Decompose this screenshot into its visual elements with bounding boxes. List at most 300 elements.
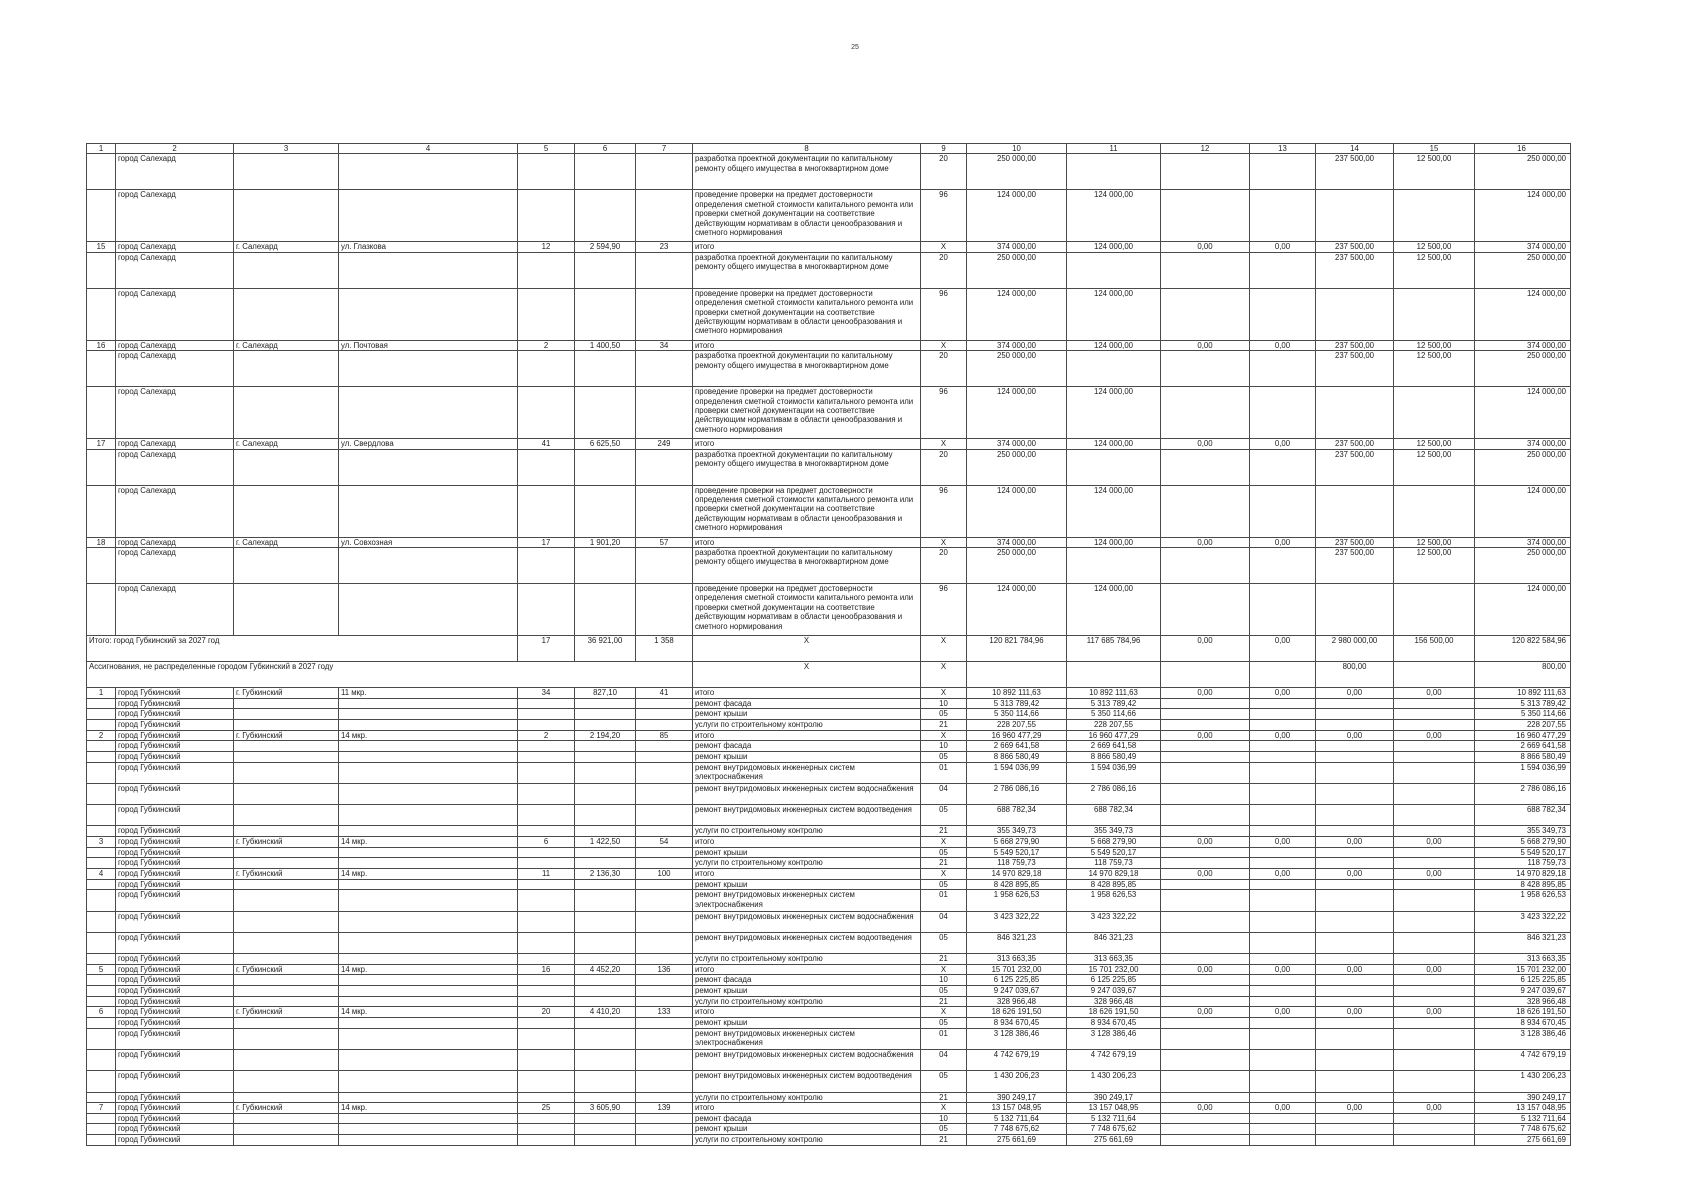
- municipality-cell: город Губкинский: [116, 688, 234, 699]
- area-cell: 2 194,20: [575, 730, 636, 741]
- col-10-cell: 2 786 086,16: [967, 783, 1067, 804]
- work-type-cell: ремонт внутридомовых инженерных систем водоснабжения: [693, 1049, 921, 1070]
- col-13-cell: [1250, 1071, 1316, 1092]
- col-15-cell: [1394, 1049, 1475, 1070]
- col-15-cell: [1394, 879, 1475, 890]
- area-cell: [575, 826, 636, 837]
- work-code-cell: 05: [921, 1071, 967, 1092]
- col-15-cell: [1394, 847, 1475, 858]
- area-cell: [575, 698, 636, 709]
- col-13-cell: [1250, 584, 1316, 636]
- col-7-cell: [636, 1028, 693, 1049]
- work-code-cell: Х: [921, 688, 967, 699]
- work-type-cell: итого: [693, 242, 921, 252]
- work-type-cell: проведение проверки на предмет достоверности определения сметной стоимости капитального ремонта или проверки сметной документации на соответствие действующим нормативам в области ценообразования и сметного нормирования: [693, 387, 921, 439]
- work-type-cell: разработка проектной документации по капитальному ремонту общего имущества в многоквартирном доме: [693, 351, 921, 387]
- col-13-cell: [1250, 351, 1316, 387]
- col-7-cell: [636, 719, 693, 730]
- settlement-cell: [234, 911, 339, 932]
- municipality-cell: город Салехард: [116, 252, 234, 288]
- col-11-cell: 124 000,00: [1067, 242, 1161, 252]
- municipality-cell: город Губкинский: [116, 751, 234, 762]
- work-code-cell: Х: [921, 868, 967, 879]
- work-row: [87, 1071, 1571, 1092]
- col-14-cell: [1316, 741, 1394, 752]
- work-row: [87, 826, 1571, 837]
- house-number-cell: [518, 190, 575, 242]
- col-10-cell: 250 000,00: [967, 548, 1067, 584]
- work-row: [87, 783, 1571, 804]
- col-11-cell: 124 000,00: [1067, 584, 1161, 636]
- settlement-cell: [234, 1049, 339, 1070]
- area-cell: [575, 584, 636, 636]
- municipality-cell: город Салехард: [116, 449, 234, 485]
- col-16-cell: 250 000,00: [1475, 252, 1571, 288]
- col-11-cell: 5 350 114,66: [1067, 709, 1161, 720]
- summary-label: Итого: город Губкинский за 2027 год: [87, 636, 518, 662]
- area-cell: [575, 741, 636, 752]
- work-code-cell: 21: [921, 719, 967, 730]
- col-11-cell: 124 000,00: [1067, 190, 1161, 242]
- work-code-cell: 20: [921, 252, 967, 288]
- col-7-cell: [636, 1071, 693, 1092]
- settlement-cell: [234, 584, 339, 636]
- work-row: [87, 762, 1571, 783]
- street-cell: [339, 387, 518, 439]
- work-type-cell: разработка проектной документации по капитальному ремонту общего имущества в многоквартирном доме: [693, 154, 921, 190]
- work-code-cell: 05: [921, 805, 967, 826]
- house-number-cell: [518, 351, 575, 387]
- street-cell: [339, 1113, 518, 1124]
- col-7-cell: 1 358: [636, 636, 693, 662]
- work-type-cell: ремонт внутридомовых инженерных систем водоотведения: [693, 805, 921, 826]
- col-10-cell: 313 663,35: [967, 954, 1067, 965]
- column-number-header: 3: [234, 144, 339, 154]
- municipality-cell: город Губкинский: [116, 1113, 234, 1124]
- work-row: [87, 709, 1571, 720]
- row-number-cell: [87, 975, 116, 986]
- col-15-cell: [1394, 719, 1475, 730]
- house-number-cell: [518, 1135, 575, 1146]
- row-number-cell: [87, 154, 116, 190]
- house-number-cell: [518, 252, 575, 288]
- col-7-cell: [636, 986, 693, 997]
- house-number-cell: [518, 826, 575, 837]
- col-13-cell: [1250, 932, 1316, 953]
- col-16-cell: 118 759,73: [1475, 858, 1571, 869]
- municipality-cell: город Губкинский: [116, 911, 234, 932]
- table-header-row: [87, 144, 1571, 154]
- col-13-cell: [1250, 719, 1316, 730]
- col-10-cell: 374 000,00: [967, 340, 1067, 350]
- work-type-cell: итого: [693, 964, 921, 975]
- work-type-cell: ремонт крыши: [693, 1124, 921, 1135]
- col-13-cell: 0,00: [1250, 1103, 1316, 1114]
- col-7-cell: 57: [636, 537, 693, 547]
- col-12-cell: 0,00: [1161, 730, 1250, 741]
- settlement-cell: [234, 996, 339, 1007]
- row-number-cell: [87, 449, 116, 485]
- col-10-cell: 4 742 679,19: [967, 1049, 1067, 1070]
- row-number-cell: 6: [87, 1007, 116, 1018]
- municipality-cell: город Губкинский: [116, 847, 234, 858]
- col-15-cell: [1394, 890, 1475, 911]
- col-14-cell: [1316, 1113, 1394, 1124]
- settlement-cell: г. Губкинский: [234, 1007, 339, 1018]
- col-7-cell: [636, 1017, 693, 1028]
- municipality-cell: город Губкинский: [116, 858, 234, 869]
- col-7-cell: [636, 996, 693, 1007]
- street-cell: 14 мкр.: [339, 730, 518, 741]
- street-cell: [339, 858, 518, 869]
- area-cell: [575, 975, 636, 986]
- street-cell: [339, 1049, 518, 1070]
- col-7-cell: [636, 783, 693, 804]
- row-number-cell: [87, 1113, 116, 1124]
- col-12-cell: [1161, 1049, 1250, 1070]
- object-total-row: [87, 1007, 1571, 1018]
- row-number-cell: 17: [87, 439, 116, 449]
- street-cell: [339, 911, 518, 932]
- column-number-header: 8: [693, 144, 921, 154]
- col-16-cell: 250 000,00: [1475, 154, 1571, 190]
- col-12-cell: [1161, 584, 1250, 636]
- area-cell: [575, 288, 636, 340]
- column-number-header: 4: [339, 144, 518, 154]
- col-13-cell: [1250, 805, 1316, 826]
- work-type-cell: итого: [693, 868, 921, 879]
- col-13-cell: [1250, 986, 1316, 997]
- column-number-header: 13: [1250, 144, 1316, 154]
- settlement-cell: [234, 954, 339, 965]
- area-cell: [575, 387, 636, 439]
- area-cell: 827,10: [575, 688, 636, 699]
- column-number-header: 15: [1394, 144, 1475, 154]
- settlement-cell: [234, 288, 339, 340]
- col-15-cell: 0,00: [1394, 868, 1475, 879]
- col-13-cell: [1250, 387, 1316, 439]
- municipality-cell: город Губкинский: [116, 698, 234, 709]
- row-number-cell: [87, 548, 116, 584]
- col-16-cell: 374 000,00: [1475, 340, 1571, 350]
- col-16-cell: 4 742 679,19: [1475, 1049, 1571, 1070]
- work-type-cell: итого: [693, 537, 921, 547]
- col-11-cell: 118 759,73: [1067, 858, 1161, 869]
- col-10-cell: 118 759,73: [967, 858, 1067, 869]
- col-16-cell: 1 594 036,99: [1475, 762, 1571, 783]
- col-14-cell: 0,00: [1316, 1007, 1394, 1018]
- col-12-cell: 0,00: [1161, 636, 1250, 662]
- settlement-cell: [234, 698, 339, 709]
- col-15-cell: [1394, 1028, 1475, 1049]
- col-10-cell: 8 934 670,45: [967, 1017, 1067, 1028]
- col-7-cell: [636, 288, 693, 340]
- col-7-cell: [636, 762, 693, 783]
- settlement-cell: г. Салехард: [234, 537, 339, 547]
- street-cell: [339, 351, 518, 387]
- col-16-cell: 13 157 048,95: [1475, 1103, 1571, 1114]
- col-12-cell: [1161, 1113, 1250, 1124]
- col-14-cell: [1316, 1135, 1394, 1146]
- work-row: [87, 741, 1571, 752]
- col-11-cell: 16 960 477,29: [1067, 730, 1161, 741]
- work-code-cell: 04: [921, 911, 967, 932]
- row-number-cell: 15: [87, 242, 116, 252]
- col-11-cell: 8 428 895,85: [1067, 879, 1161, 890]
- object-total-row: [87, 730, 1571, 741]
- house-number-cell: 16: [518, 964, 575, 975]
- street-cell: [339, 890, 518, 911]
- work-type-cell: ремонт крыши: [693, 879, 921, 890]
- house-number-cell: [518, 1049, 575, 1070]
- area-cell: [575, 709, 636, 720]
- area-cell: [575, 890, 636, 911]
- col-16-cell: 5 549 520,17: [1475, 847, 1571, 858]
- col-10-cell: [967, 662, 1067, 688]
- col-11-cell: 124 000,00: [1067, 439, 1161, 449]
- house-number-cell: [518, 288, 575, 340]
- municipality-cell: город Губкинский: [116, 709, 234, 720]
- col-11-cell: 10 892 111,63: [1067, 688, 1161, 699]
- col-12-cell: [1161, 932, 1250, 953]
- col-15-cell: [1394, 709, 1475, 720]
- col-7-cell: [636, 911, 693, 932]
- work-code-cell: 21: [921, 858, 967, 869]
- col-14-cell: [1316, 911, 1394, 932]
- house-number-cell: [518, 847, 575, 858]
- col-7-cell: 136: [636, 964, 693, 975]
- col-10-cell: 10 892 111,63: [967, 688, 1067, 699]
- col-15-cell: [1394, 911, 1475, 932]
- col-14-cell: 0,00: [1316, 837, 1394, 848]
- work-type-cell: проведение проверки на предмет достоверности определения сметной стоимости капитального ремонта или проверки сметной документации на соответствие действующим нормативам в области ценообразования и сметного нормирования: [693, 190, 921, 242]
- col-16-cell: 228 207,55: [1475, 719, 1571, 730]
- col-10-cell: 3 423 322,22: [967, 911, 1067, 932]
- work-type-cell: итого: [693, 730, 921, 741]
- col-13-cell: [1250, 751, 1316, 762]
- col-7-cell: [636, 548, 693, 584]
- column-number-header: 12: [1161, 144, 1250, 154]
- row-number-cell: [87, 805, 116, 826]
- work-row: [87, 996, 1571, 1007]
- municipality-cell: город Губкинский: [116, 805, 234, 826]
- settlement-cell: г. Губкинский: [234, 964, 339, 975]
- row-number-cell: [87, 847, 116, 858]
- row-number-cell: [87, 698, 116, 709]
- col-7-cell: [636, 1113, 693, 1124]
- row-number-cell: [87, 986, 116, 997]
- work-row: [87, 1017, 1571, 1028]
- work-row: [87, 190, 1571, 242]
- col-13-cell: 0,00: [1250, 439, 1316, 449]
- col-11-cell: 7 748 675,62: [1067, 1124, 1161, 1135]
- settlement-cell: [234, 709, 339, 720]
- street-cell: [339, 826, 518, 837]
- house-number-cell: [518, 1028, 575, 1049]
- col-11-cell: [1067, 252, 1161, 288]
- street-cell: [339, 975, 518, 986]
- work-code-cell: 05: [921, 709, 967, 720]
- col-14-cell: 0,00: [1316, 964, 1394, 975]
- municipality-cell: город Губкинский: [116, 954, 234, 965]
- col-14-cell: [1316, 1049, 1394, 1070]
- house-number-cell: [518, 387, 575, 439]
- col-15-cell: 0,00: [1394, 964, 1475, 975]
- house-number-cell: 25: [518, 1103, 575, 1114]
- col-11-cell: 124 000,00: [1067, 537, 1161, 547]
- col-12-cell: [1161, 190, 1250, 242]
- col-10-cell: 5 350 114,66: [967, 709, 1067, 720]
- col-12-cell: [1161, 485, 1250, 537]
- col-12-cell: [1161, 662, 1250, 688]
- col-11-cell: 1 594 036,99: [1067, 762, 1161, 783]
- work-type-cell: ремонт крыши: [693, 847, 921, 858]
- col-12-cell: [1161, 805, 1250, 826]
- unallocated-row: [87, 662, 1571, 688]
- col-14-cell: [1316, 826, 1394, 837]
- house-number-cell: 20: [518, 1007, 575, 1018]
- street-cell: [339, 986, 518, 997]
- col-13-cell: [1250, 154, 1316, 190]
- settlement-cell: [234, 1092, 339, 1103]
- settlement-cell: [234, 826, 339, 837]
- col-7-cell: 139: [636, 1103, 693, 1114]
- work-type-cell: ремонт крыши: [693, 1017, 921, 1028]
- house-number-cell: 12: [518, 242, 575, 252]
- col-10-cell: 374 000,00: [967, 537, 1067, 547]
- settlement-cell: [234, 932, 339, 953]
- column-number-header: 5: [518, 144, 575, 154]
- area-cell: [575, 986, 636, 997]
- col-11-cell: 313 663,35: [1067, 954, 1161, 965]
- settlement-cell: [234, 1124, 339, 1135]
- col-16-cell: 8 934 670,45: [1475, 1017, 1571, 1028]
- area-cell: [575, 1017, 636, 1028]
- col-7-cell: [636, 154, 693, 190]
- house-number-cell: [518, 762, 575, 783]
- work-row: [87, 1028, 1571, 1049]
- col-13-cell: [1250, 826, 1316, 837]
- col-12-cell: 0,00: [1161, 439, 1250, 449]
- col-10-cell: 688 782,34: [967, 805, 1067, 826]
- area-cell: [575, 719, 636, 730]
- col-15-cell: 12 500,00: [1394, 351, 1475, 387]
- work-type-cell: ремонт внутридомовых инженерных систем электроснабжения: [693, 1028, 921, 1049]
- col-12-cell: [1161, 751, 1250, 762]
- col-12-cell: [1161, 847, 1250, 858]
- col-15-cell: [1394, 1071, 1475, 1092]
- settlement-cell: [234, 449, 339, 485]
- house-number-cell: [518, 698, 575, 709]
- col-12-cell: [1161, 858, 1250, 869]
- col-7-cell: [636, 190, 693, 242]
- col-11-cell: 3 423 322,22: [1067, 911, 1161, 932]
- col-12-cell: [1161, 1071, 1250, 1092]
- house-number-cell: 2: [518, 340, 575, 350]
- col-10-cell: 13 157 048,95: [967, 1103, 1067, 1114]
- col-16-cell: 9 247 039,67: [1475, 986, 1571, 997]
- work-type-cell: итого: [693, 1007, 921, 1018]
- col-7-cell: 34: [636, 340, 693, 350]
- area-cell: 2 136,30: [575, 868, 636, 879]
- col-16-cell: 390 249,17: [1475, 1092, 1571, 1103]
- house-number-cell: [518, 954, 575, 965]
- col-14-cell: [1316, 1017, 1394, 1028]
- col-11-cell: [1067, 351, 1161, 387]
- col-11-cell: 846 321,23: [1067, 932, 1161, 953]
- work-code-cell: 05: [921, 1124, 967, 1135]
- settlement-cell: [234, 485, 339, 537]
- work-type-cell: ремонт внутридомовых инженерных систем водоотведения: [693, 1071, 921, 1092]
- work-code-cell: Х: [921, 537, 967, 547]
- area-cell: [575, 762, 636, 783]
- col-12-cell: [1161, 1028, 1250, 1049]
- col-14-cell: [1316, 858, 1394, 869]
- work-type-cell: услуги по строительному контролю: [693, 858, 921, 869]
- col-14-cell: [1316, 805, 1394, 826]
- col-10-cell: 5 132 711,64: [967, 1113, 1067, 1124]
- work-type-cell: ремонт внутридомовых инженерных систем водоснабжения: [693, 911, 921, 932]
- col-10-cell: 14 970 829,18: [967, 868, 1067, 879]
- col-16-cell: 7 748 675,62: [1475, 1124, 1571, 1135]
- row-number-cell: [87, 709, 116, 720]
- col-10-cell: 124 000,00: [967, 485, 1067, 537]
- col-14-cell: [1316, 1092, 1394, 1103]
- col-15-cell: [1394, 1092, 1475, 1103]
- col-7-cell: 85: [636, 730, 693, 741]
- col-13-cell: 0,00: [1250, 688, 1316, 699]
- col-16-cell: 124 000,00: [1475, 485, 1571, 537]
- street-cell: [339, 449, 518, 485]
- settlement-cell: [234, 548, 339, 584]
- work-code-cell: 96: [921, 190, 967, 242]
- work-row: [87, 351, 1571, 387]
- col-16-cell: 313 663,35: [1475, 954, 1571, 965]
- work-code-cell: Х: [921, 964, 967, 975]
- work-type-cell: итого: [693, 340, 921, 350]
- summary-row: [87, 636, 1571, 662]
- col-13-cell: [1250, 698, 1316, 709]
- work-type-cell: ремонт крыши: [693, 751, 921, 762]
- col-13-cell: [1250, 288, 1316, 340]
- area-cell: [575, 932, 636, 953]
- work-type-cell: ремонт внутридомовых инженерных систем водоотведения: [693, 932, 921, 953]
- work-type-cell: ремонт фасада: [693, 698, 921, 709]
- table-body: [87, 144, 1571, 1146]
- municipality-cell: город Губкинский: [116, 1071, 234, 1092]
- house-number-cell: [518, 783, 575, 804]
- street-cell: [339, 932, 518, 953]
- work-type-cell: ремонт крыши: [693, 986, 921, 997]
- row-number-cell: [87, 1017, 116, 1028]
- area-cell: [575, 954, 636, 965]
- work-type-cell: проведение проверки на предмет достоверности определения сметной стоимости капитального ремонта или проверки сметной документации на соответствие действующим нормативам в области ценообразования и сметного нормирования: [693, 288, 921, 340]
- settlement-cell: [234, 847, 339, 858]
- work-type-cell: услуги по строительному контролю: [693, 996, 921, 1007]
- work-code-cell: Х: [921, 1103, 967, 1114]
- work-type-cell: итого: [693, 439, 921, 449]
- row-number-cell: [87, 719, 116, 730]
- work-row: [87, 1092, 1571, 1103]
- col-12-cell: [1161, 387, 1250, 439]
- col-13-cell: [1250, 879, 1316, 890]
- area-cell: [575, 858, 636, 869]
- work-type-cell: услуги по строительному контролю: [693, 1135, 921, 1146]
- col-12-cell: 0,00: [1161, 964, 1250, 975]
- col-10-cell: 1 958 626,53: [967, 890, 1067, 911]
- col-12-cell: [1161, 741, 1250, 752]
- col-11-cell: 15 701 232,00: [1067, 964, 1161, 975]
